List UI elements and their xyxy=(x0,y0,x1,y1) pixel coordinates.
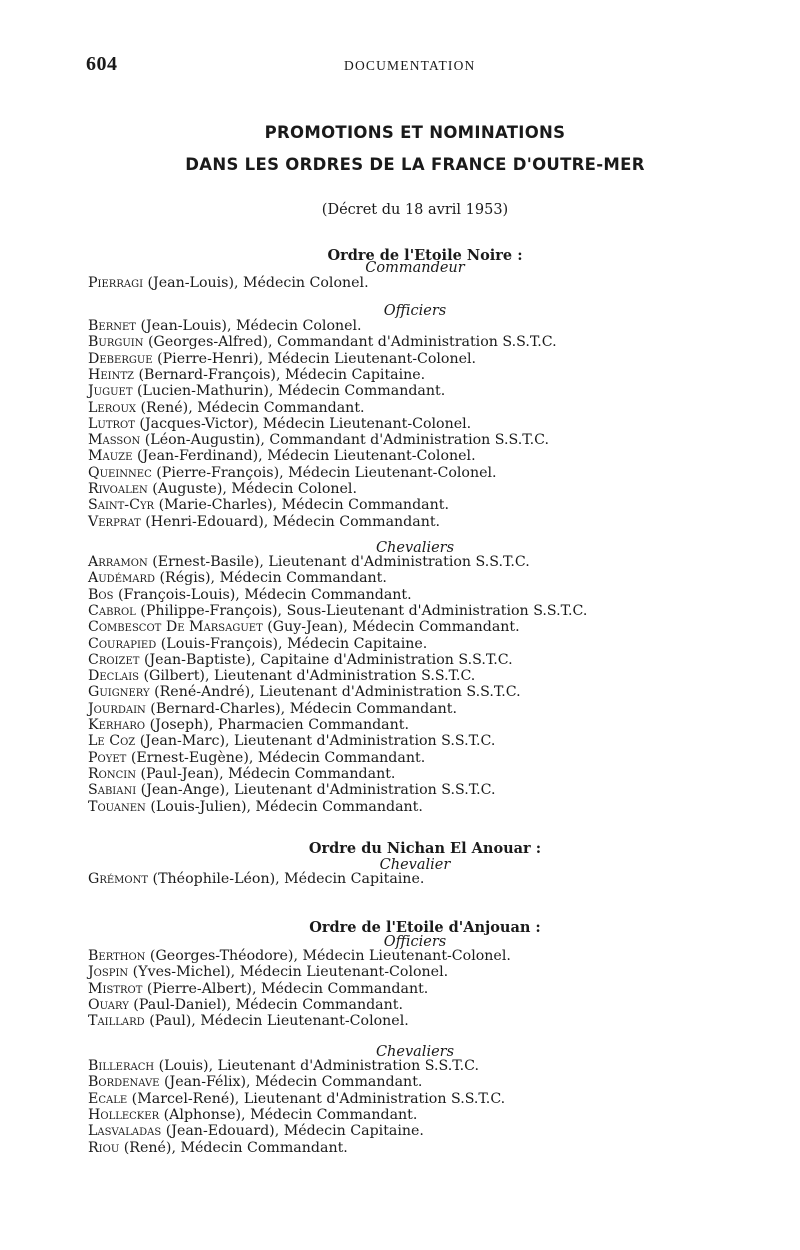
nominee-entry xyxy=(88,1058,479,1075)
nominee-entry xyxy=(88,619,520,636)
nominee-details: (Jean-Louis), Médecin Colonel. xyxy=(135,318,362,334)
nominee-surname: Juguet xyxy=(88,383,133,400)
nominee-details: (Henri-Edouard), Médecin Commandant. xyxy=(140,513,441,530)
nominee-entry xyxy=(88,981,428,998)
nominee-details: (Ernest-Eugène), Médecin Commandant. xyxy=(126,749,426,766)
nominee-details: (Pierre-Henri), Médecin Lieutenant-Colonel. xyxy=(152,350,477,367)
nominee-entry xyxy=(88,782,495,799)
order-title: Ordre de l'Etoile d'Anjouan : xyxy=(309,919,541,936)
nominee-details: (René), Médecin Commandant. xyxy=(119,1139,348,1156)
nominee-details: (Louis), Lieutenant d'Administration S.S.T.C. xyxy=(154,1058,479,1074)
nominee-surname: Kerharo xyxy=(88,717,146,733)
nominee-entry xyxy=(88,570,387,587)
nominee-entry xyxy=(88,636,427,653)
nominee-surname: Queinnec xyxy=(88,464,152,481)
nominee-details: (Jean-Marc), Lieutenant d'Administration S.S.T.C. xyxy=(135,733,496,750)
nominee-details: (René-André), Lieutenant d'Administration S.S.T.C. xyxy=(149,684,521,701)
nominee-details: (Ernest-Basile), Lieutenant d'Administration S.S.T.C. xyxy=(147,554,530,570)
nominee-details: (Léon-Augustin), Commandant d'Administration S.S.T.C. xyxy=(140,432,549,449)
nominee-details: (Alphonse), Médecin Commandant. xyxy=(159,1106,418,1123)
grade-heading: Officiers xyxy=(383,303,447,319)
nominee-entry xyxy=(88,275,369,292)
nominee-surname: Masson xyxy=(88,432,141,449)
nominee-surname: Ouary xyxy=(88,996,129,1013)
nominee-surname: Touanen xyxy=(88,798,146,815)
nominee-entry xyxy=(88,684,521,701)
nominee-entry xyxy=(88,587,412,604)
nominee-surname: Hollecker xyxy=(88,1106,160,1123)
nominee-surname: Jourdain xyxy=(88,700,146,717)
nominee-surname: Guignery xyxy=(88,684,150,701)
nominee-entry xyxy=(88,448,476,465)
nominee-surname: Roncin xyxy=(88,765,136,782)
nominee-details: (Louis-Julien), Médecin Commandant. xyxy=(145,798,423,815)
nominee-surname: Le Coz xyxy=(88,733,136,750)
nominee-surname: Riou xyxy=(88,1139,120,1156)
nominee-entry xyxy=(88,964,448,981)
nominee-details: (Gilbert), Lieutenant d'Administration S.S.T.C. xyxy=(139,668,476,685)
nominee-surname: Debergue xyxy=(88,350,153,367)
nominee-entry xyxy=(88,948,511,965)
nominee-entry xyxy=(88,1123,424,1140)
nominee-surname: Mistrot xyxy=(88,980,143,997)
nominee-details: (Pierre-François), Médecin Lieutenant-Colonel. xyxy=(151,464,497,481)
nominee-details: (Lucien-Mathurin), Médecin Commandant. xyxy=(132,383,446,400)
nominee-entry xyxy=(88,318,362,335)
nominee-details: (Georges-Théodore), Médecin Lieutenant-Colonel. xyxy=(145,948,511,964)
nominee-surname: Burguin xyxy=(88,334,144,351)
nominee-surname: Lasvaladas xyxy=(88,1123,162,1140)
grade-heading: Chevaliers xyxy=(375,540,455,556)
nominee-entry xyxy=(88,750,425,767)
nominee-surname: Berthon xyxy=(88,948,146,964)
nominee-details: (Guy-Jean), Médecin Commandant. xyxy=(262,619,520,636)
nominee-entry xyxy=(88,351,476,368)
nominee-details: (Paul-Daniel), Médecin Commandant. xyxy=(128,996,403,1013)
grade-heading: Officiers xyxy=(383,934,447,950)
grade-heading: Chevaliers xyxy=(375,1044,455,1060)
nominee-surname: Grémont xyxy=(88,871,149,887)
nominee-surname: Arramon xyxy=(88,554,148,570)
nominee-surname: Bordenave xyxy=(88,1074,160,1091)
nominee-details: (Auguste), Médecin Colonel. xyxy=(147,481,357,497)
nominee-details: (Paul), Médecin Lieutenant-Colonel. xyxy=(144,1013,409,1030)
nominee-surname: Verprat xyxy=(88,513,141,530)
nominee-surname: Heintz xyxy=(88,366,134,383)
nominee-details: (Théophile-Léon), Médecin Capitaine. xyxy=(148,871,425,887)
nominee-surname: Croizet xyxy=(88,651,140,668)
grade-heading: Commandeur xyxy=(365,260,465,276)
nominee-details: (Bernard-Charles), Médecin Commandant. xyxy=(145,700,458,717)
nominee-entry xyxy=(88,603,587,620)
nominee-surname: Courapied xyxy=(88,635,157,652)
nominee-surname: Mauze xyxy=(88,448,133,465)
nominee-entry xyxy=(88,997,403,1014)
nominee-surname: Saint-Cyr xyxy=(88,497,155,514)
nominee-entry xyxy=(88,497,449,514)
nominee-entry xyxy=(88,514,440,531)
nominee-details: (Marie-Charles), Médecin Commandant. xyxy=(154,497,449,514)
nominee-surname: Billerach xyxy=(88,1058,155,1074)
nominee-surname: Declais xyxy=(88,668,139,685)
nominee-surname: Leroux xyxy=(88,399,136,416)
order-title: Ordre de l'Etoile Noire : xyxy=(327,247,523,264)
nominee-details: (Pierre-Albert), Médecin Commandant. xyxy=(142,980,429,997)
nominee-details: (Régis), Médecin Commandant. xyxy=(155,570,387,587)
nominee-details: (Jean-Ferdinand), Médecin Lieutenant-Colonel. xyxy=(132,448,476,465)
nominee-entry xyxy=(88,766,395,783)
nominee-surname: Pierragi xyxy=(88,275,144,291)
nominee-surname: Rivoalen xyxy=(88,481,148,497)
nominee-entry xyxy=(88,465,497,482)
grade-heading: Chevalier xyxy=(379,857,451,873)
nominee-entry xyxy=(88,717,409,734)
running-head: DOCUMENTATION xyxy=(344,58,476,73)
nominee-surname: Jospin xyxy=(88,964,129,981)
nominee-entry xyxy=(88,383,445,400)
page-title-line-2: DANS LES ORDRES DE LA FRANCE D'OUTRE-MER xyxy=(185,155,645,174)
nominee-entry xyxy=(88,400,365,417)
nominee-details: (Bernard-François), Médecin Capitaine. xyxy=(134,366,426,383)
nominee-entry xyxy=(88,871,424,888)
nominee-entry xyxy=(88,1013,409,1030)
page-title-line-1: PROMOTIONS ET NOMINATIONS xyxy=(264,123,566,142)
nominee-details: (Jean-Edouard), Médecin Capitaine. xyxy=(161,1123,424,1140)
nominee-entry xyxy=(88,416,471,433)
nominee-surname: Lutrot xyxy=(88,415,135,432)
nominee-entry xyxy=(88,1091,505,1108)
nominee-entry xyxy=(88,367,425,384)
nominee-entry xyxy=(88,481,357,498)
nominee-entry xyxy=(88,334,557,351)
nominee-details: (François-Louis), Médecin Commandant. xyxy=(113,586,412,603)
nominee-details: (Georges-Alfred), Commandant d'Administration S.S.T.C. xyxy=(143,334,557,351)
nominee-entry xyxy=(88,1074,422,1091)
page-number: 604 xyxy=(86,53,118,75)
nominee-surname: Cabrol xyxy=(88,602,136,619)
nominee-entry xyxy=(88,432,549,449)
nominee-details: (Paul-Jean), Médecin Commandant. xyxy=(135,765,396,782)
order-title: Ordre du Nichan El Anouar : xyxy=(308,840,542,857)
nominee-surname: Sabiani xyxy=(88,782,137,799)
nominee-entry xyxy=(88,733,495,750)
nominee-entry xyxy=(88,799,423,816)
nominee-entry xyxy=(88,1107,417,1124)
nominee-details: (Louis-François), Médecin Capitaine. xyxy=(156,635,428,652)
nominee-surname: Combescot De Marsaguet xyxy=(88,619,263,636)
nominee-details: (Joseph), Pharmacien Commandant. xyxy=(145,717,409,733)
decree-reference: (Décret du 18 avril 1953) xyxy=(321,202,509,218)
nominee-details: (Jean-Louis), Médecin Colonel. xyxy=(143,275,369,291)
nominee-details: (Marcel-René), Lieutenant d'Administration S.S.T.C. xyxy=(127,1090,506,1107)
nominee-surname: Bos xyxy=(88,586,114,603)
nominee-entry xyxy=(88,668,475,685)
nominee-surname: Poyet xyxy=(88,749,127,766)
nominee-entry xyxy=(88,554,530,571)
nominee-details: (Jean-Ange), Lieutenant d'Administration S.S.T.C. xyxy=(136,782,496,799)
nominee-surname: Ecale xyxy=(88,1090,128,1107)
nominee-details: (Jacques-Victor), Médecin Lieutenant-Colonel. xyxy=(134,415,472,432)
nominee-details: (Philippe-François), Sous-Lieutenant d'Administration S.S.T.C. xyxy=(135,602,588,619)
nominee-details: (Jean-Félix), Médecin Commandant. xyxy=(159,1074,423,1091)
nominee-entry xyxy=(88,652,513,669)
nominee-details: (Yves-Michel), Médecin Lieutenant-Colonel. xyxy=(128,964,449,981)
nominee-surname: Bernet xyxy=(88,318,136,334)
nominee-surname: Taillard xyxy=(88,1013,145,1030)
nominee-details: (René), Médecin Commandant. xyxy=(136,399,365,416)
nominee-entry xyxy=(88,701,457,718)
nominee-surname: Audémard xyxy=(88,570,155,587)
nominee-entry xyxy=(88,1140,348,1157)
nominee-details: (Jean-Baptiste), Capitaine d'Administration S.S.T.C. xyxy=(139,651,513,668)
